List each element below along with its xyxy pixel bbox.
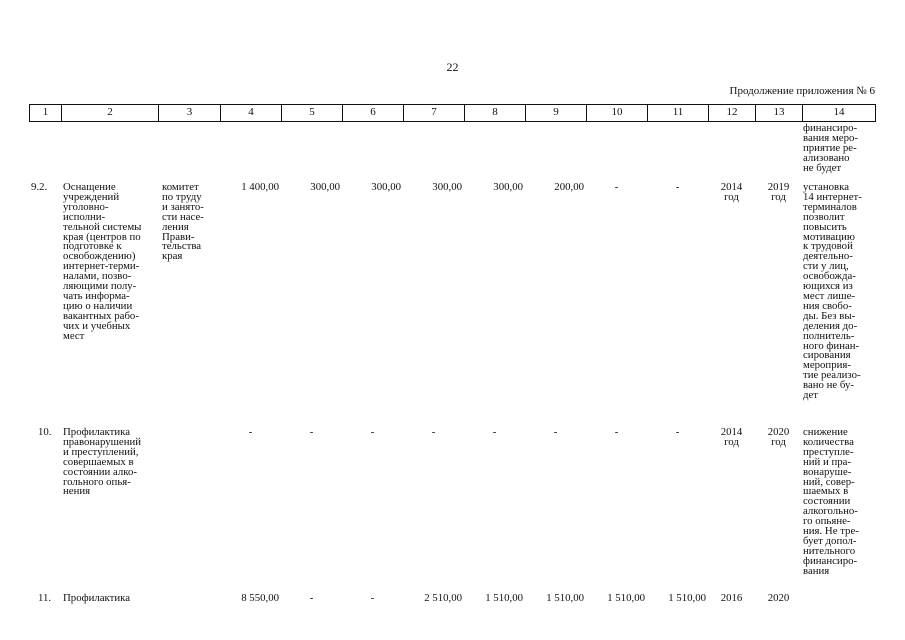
measure-name: Оснащение учреждений уголовно- исполни- тельной системы края (центров по подготовке к освобождению) интернет-терми- налами, позво- ляющими полу- чать информа- цию о наличии вакантных рабо- чих и учебных мест xyxy=(63,181,142,342)
amount-col-11: - xyxy=(675,426,680,438)
amount-col-7: 300,00 xyxy=(432,181,462,193)
row-number: 11. xyxy=(38,592,52,604)
amount-col-9: 200,00 xyxy=(554,181,584,193)
end-year: 2020 xyxy=(767,592,790,604)
table-header xyxy=(29,104,876,122)
header-col-12: 12 xyxy=(708,105,755,121)
amount-col-11: - xyxy=(675,181,680,193)
carryover-result-text: финансиро- вания меро- приятие ре- ализовано не будет xyxy=(803,122,858,174)
header-col-9: 9 xyxy=(525,105,586,121)
page-number: 22 xyxy=(446,60,459,74)
header-col-5: 5 xyxy=(281,105,342,121)
amount-col-5: 300,00 xyxy=(310,181,340,193)
amount-col-7: - xyxy=(431,426,436,438)
amount-col-9: 1 510,00 xyxy=(546,592,584,604)
start-year: 2014 год xyxy=(720,181,743,203)
expected-result: снижение количества преступле- ний и пра- вонаруше- ний, совер- шаемых в состоянии алкогольно- го опьяне- ния. Не тре- бует допол- нительного финансиро- вания xyxy=(803,426,859,577)
amount-col-6: 300,00 xyxy=(371,181,401,193)
measure-name: Профилактика xyxy=(63,592,131,604)
start-year: 2014 год xyxy=(720,426,743,448)
amount-col-8: 1 510,00 xyxy=(485,592,523,604)
executor: комитет по труду и занято- сти насе- ления Прави- тельства края xyxy=(162,181,204,263)
continuation-label: Продолжение приложения № 6 xyxy=(729,85,875,97)
header-col-1: 1 xyxy=(29,105,61,121)
end-year: 2019 год xyxy=(767,181,790,203)
header-col-4: 4 xyxy=(220,105,281,121)
amount-col-5: - xyxy=(309,426,314,438)
expected-result: установка 14 интернет- терминалов позволит повысить мотивацию к трудовой деятельно- сти у лиц, освобожда- ющихся из мест лише- ния свобо- ды. Без вы- деления до- полнитель- ного финан- сирования мероприя- тие реализо- вано не бу- дет xyxy=(803,181,862,402)
header-col-3: 3 xyxy=(158,105,220,121)
row-number: 10. xyxy=(38,426,52,438)
header-col-14: 14 xyxy=(802,105,876,121)
amount-col-10: - xyxy=(614,426,619,438)
header-col-10: 10 xyxy=(586,105,647,121)
amount-col-8: - xyxy=(492,426,497,438)
amount-col-11: 1 510,00 xyxy=(668,592,706,604)
header-col-6: 6 xyxy=(342,105,403,121)
row-number: 9.2. xyxy=(31,181,48,193)
header-col-8: 8 xyxy=(464,105,525,121)
amount-col-6: - xyxy=(370,592,375,604)
header-col-11: 11 xyxy=(647,105,708,121)
amount-col-10: - xyxy=(614,181,619,193)
start-year: 2016 xyxy=(720,592,743,604)
total-amount: 1 400,00 xyxy=(241,181,279,193)
end-year: 2020 год xyxy=(767,426,790,448)
header-col-2: 2 xyxy=(61,105,158,121)
amount-col-7: 2 510,00 xyxy=(424,592,462,604)
amount-col-6: - xyxy=(370,426,375,438)
total-amount: 8 550,00 xyxy=(241,592,279,604)
amount-col-5: - xyxy=(309,592,314,604)
amount-col-9: - xyxy=(553,426,558,438)
header-col-7: 7 xyxy=(403,105,464,121)
amount-col-8: 300,00 xyxy=(493,181,523,193)
measure-name: Профилактика правонарушений и преступлений, совершаемых в состоянии алко- гольного опья- нения xyxy=(63,426,142,498)
total-amount: - xyxy=(248,426,253,438)
amount-col-10: 1 510,00 xyxy=(607,592,645,604)
header-col-13: 13 xyxy=(755,105,802,121)
